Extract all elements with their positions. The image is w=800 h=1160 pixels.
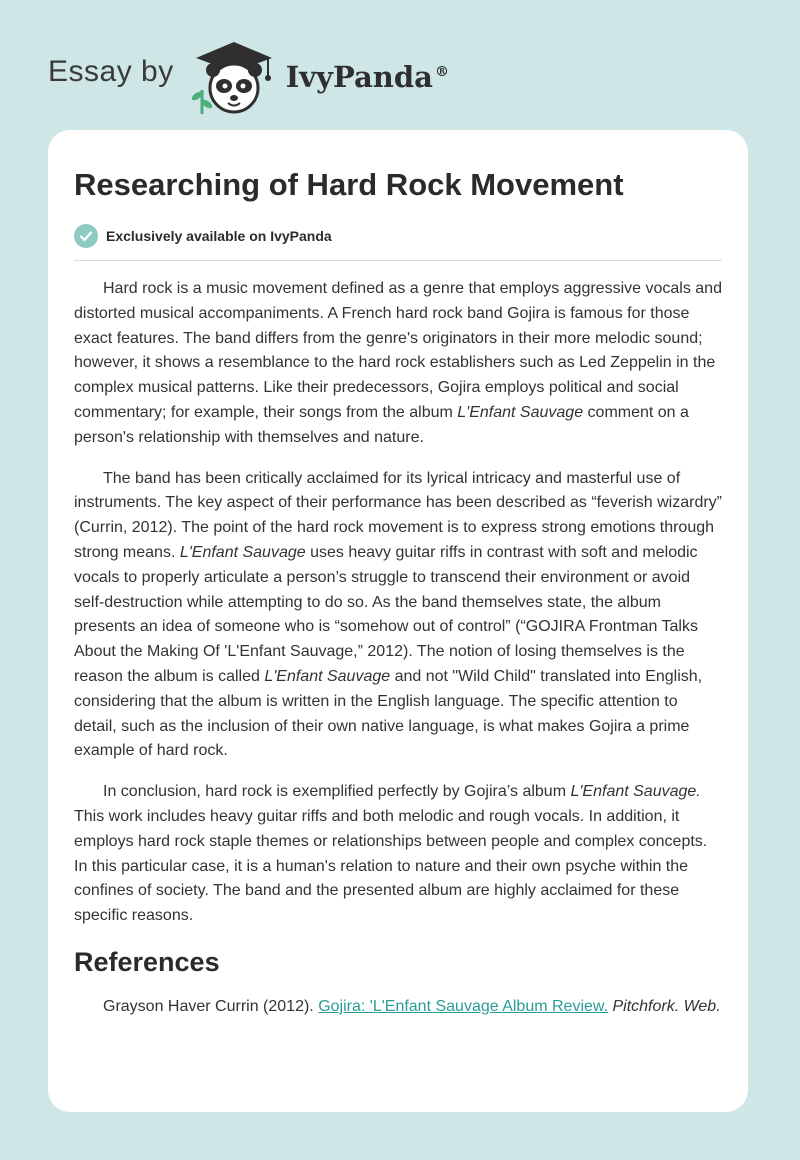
page-title: Researching of Hard Rock Movement — [74, 167, 624, 202]
references-heading: References — [74, 946, 220, 977]
check-icon — [74, 224, 98, 248]
brand-prefix: Essay by — [48, 55, 174, 88]
paragraph-2: The band has been critically acclaimed for its lyrical intricacy and masterful use of instruments. The key aspect of their performance has been described as “feverish wizardry” (Currin, 2012). The point of the hard rock movement is to express strong emotions through strong means. L'Enfant Sauvage uses heavy guitar riffs in contrast with soft and melodic vocals to properly articulate a person’s struggle to transcend their environment or avoid self-destruction while attempting to do so. As the band themselves state, the album presents an idea of someone who is “somehow out of control” (“GOJIRA Frontman Talks About the Making Of 'L'Enfant Sauvage,” 2012). The notion of losing themselves is the reason the album is called L'Enfant Sauvage and not "Wild Child" translated into English, considering that the album is written in the English language. The specific attention to detail, such as the inclusion of their own native language, is what makes Gojira a prime example of hard rock. — [74, 469, 722, 760]
essay-body — [74, 277, 722, 1020]
paragraph-3: In conclusion, hard rock is exemplified perfectly by Gojira’s album L'Enfant Sauvage. This work includes heavy guitar riffs and both melodic and rough vocals. In addition, it employs hard rock staple themes or relationships between people and complex concepts. In this particular case, it is a human's relation to nature and their own psyche within the confines of society. The band and the presented album are highly acclaimed for these specific reasons. — [74, 783, 708, 925]
reference-link[interactable]: Gojira: 'L'Enfant Sauvage Album Review. — [318, 997, 609, 1015]
divider — [74, 260, 722, 261]
paragraph-1: Hard rock is a music movement defined as a genre that employs aggressive vocals and distorted musical accompaniments. A French hard rock band Gojira is famous for those exact features. The band differs from the genre's originators in their more melodic sound; however, it shows a resemblance to the hard rock establishers such as Led Zeppelin in the complex musical patterns. Like their predecessors, Gojira employs political and social commentary; for example, their songs from the album L'Enfant Sauvage comment on a person's relationship with themselves and nature. — [74, 280, 722, 446]
essay-card — [48, 130, 748, 1112]
trademark-symbol: ® — [434, 64, 449, 81]
exclusive-badge-text: Exclusively available on IvyPanda — [106, 228, 332, 244]
reference-item: Grayson Haver Currin (2012). Gojira: 'L'Enfant Sauvage Album Review. Pitchfork. Web. — [103, 997, 721, 1015]
brand-name[interactable]: IvyPanda ® — [285, 60, 449, 94]
brand-header — [48, 36, 449, 116]
panda-logo-icon[interactable] — [188, 36, 280, 116]
exclusive-badge — [74, 224, 722, 248]
